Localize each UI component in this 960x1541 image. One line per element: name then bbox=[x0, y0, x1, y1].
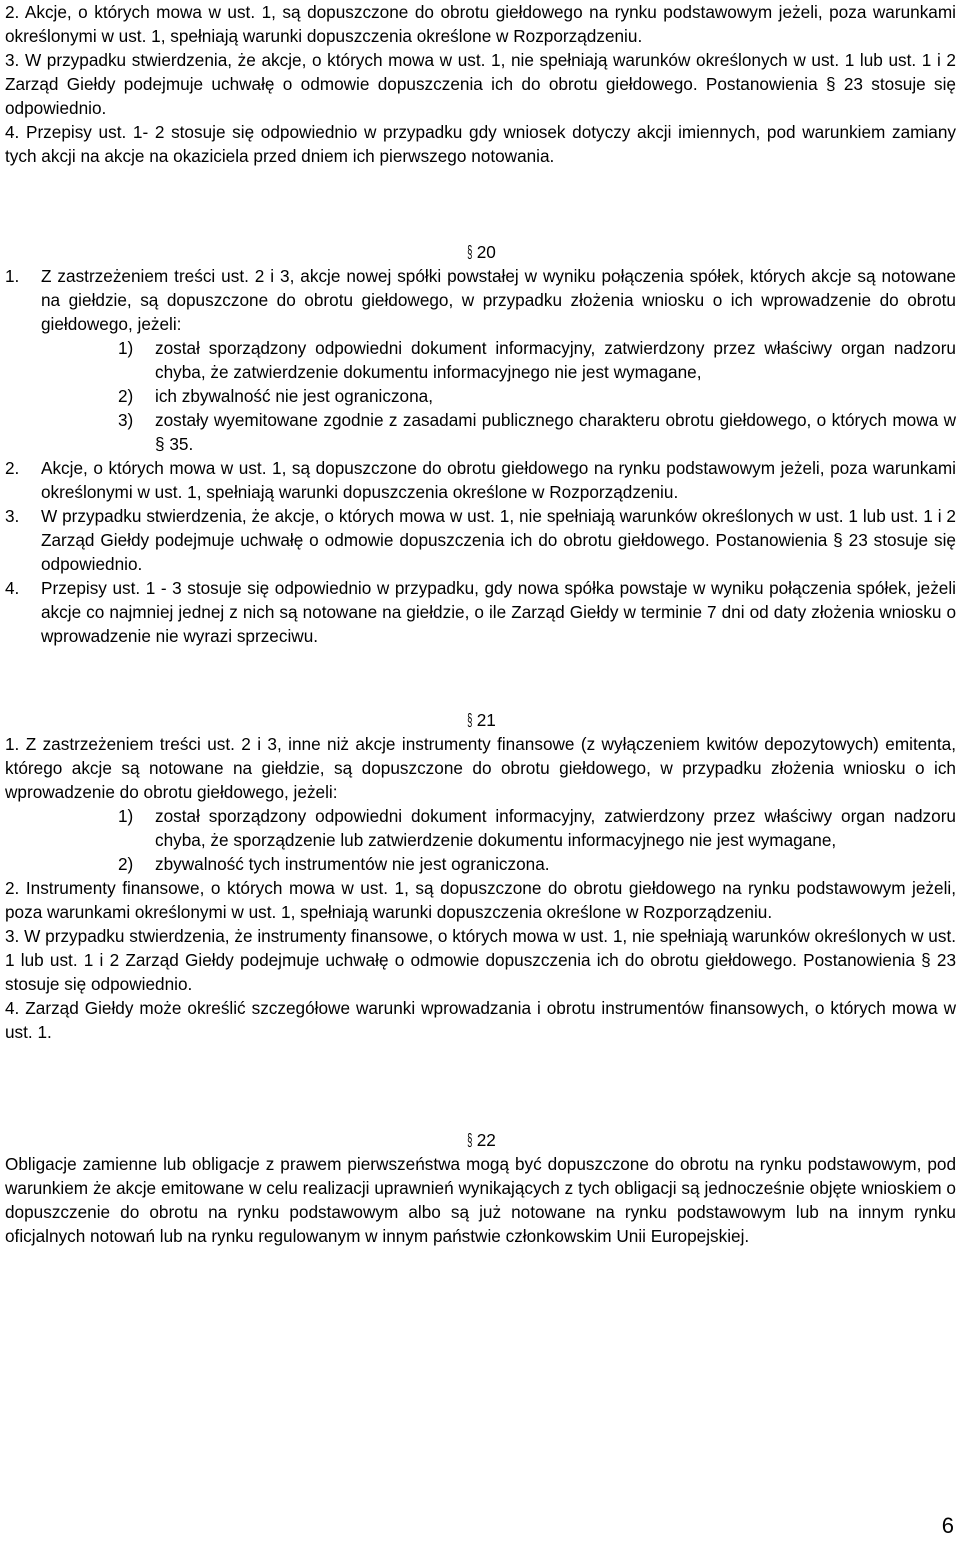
paragraph-number: 3. bbox=[5, 506, 20, 526]
s20-item-1 bbox=[5, 336, 956, 384]
paragraph-text: Z zastrzeżeniem treści ust. 2 i 3, akcje nowej spółki powstałej w wyniku połączenia spółek, których akcje są notowane na giełdzie, są dopuszczone do obrotu giełdowego, w przypadku złożenia wniosku o ich wprowadzenie do obrotu giełdowego, jeżeli: bbox=[41, 266, 956, 334]
section-heading-20 bbox=[5, 240, 956, 264]
paragraph-number: 1. bbox=[5, 266, 20, 286]
section-sign: § bbox=[467, 242, 473, 262]
s21-paragraph-4: 4. Zarząd Giełdy może określić szczegółowe warunki wprowadzania i obrotu instrumentów finansowych, o których mowa w ust. 1. bbox=[5, 998, 956, 1042]
item-number: 1) bbox=[118, 338, 134, 358]
spacer bbox=[5, 648, 956, 708]
item-number: 3) bbox=[118, 410, 134, 430]
section-number: 22 bbox=[476, 1130, 496, 1150]
s21-paragraph-2: 2. Instrumenty finansowe, o których mowa w ust. 1, są dopuszczone do obrotu giełdowego na rynku podstawowym jeżeli, poza warunkami określonymi w ust. 1, spełniają warunki dopuszczenia określone w Rozporządzeniu. bbox=[5, 878, 956, 922]
page-number: 6 bbox=[941, 1513, 954, 1538]
document-page bbox=[5, 0, 956, 1248]
section-sign: § bbox=[467, 710, 473, 730]
paragraph-text: Przepisy ust. 1 - 3 stosuje się odpowiednio w przypadku, gdy nowa spółka powstaje w wyniku połączenia spółek, jeżeli akcje co najmniej jednej z nich są notowane na giełdzie, o ile Zarząd Giełdy w terminie 7 dni od daty złożenia wniosku o wprowadzenie nie wyrazi sprzeciwu. bbox=[41, 578, 956, 646]
section-heading-21 bbox=[5, 708, 956, 732]
item-number: 2) bbox=[118, 386, 134, 406]
spacer bbox=[5, 1044, 956, 1128]
spacer bbox=[5, 168, 956, 240]
item-number: 1) bbox=[118, 806, 134, 826]
section-number: 21 bbox=[476, 710, 496, 730]
s21-item-1 bbox=[5, 804, 956, 852]
item-text: zostały wyemitowane zgodnie z zasadami publicznego charakteru obrotu giełdowego, o których mowa w § 35. bbox=[155, 410, 956, 454]
s21-paragraph-1: 1. Z zastrzeżeniem treści ust. 2 i 3, inne niż akcje instrumenty finansowe (z wyłączeniem kwitów depozytowych) emitenta, którego akcje są notowane na giełdzie, są dopuszczone do obrotu giełdowego, w przypadku złożenia wniosku o ich wprowadzenie do obrotu giełdowego, jeżeli: bbox=[5, 734, 956, 802]
item-text: został sporządzony odpowiedni dokument informacyjny, zatwierdzony przez właściwy organ nadzoru chyba, że zatwierdzenie dokumentu informacyjnego nie jest wymagane, bbox=[155, 338, 956, 382]
s20-paragraph-1 bbox=[5, 264, 956, 336]
section-sign: § bbox=[467, 1130, 473, 1150]
paragraph-text: Akcje, o których mowa w ust. 1, są dopuszczone do obrotu giełdowego na rynku podstawowym jeżeli, poza warunkami określonymi w ust. 1, spełniają warunki dopuszczenia określone w Rozporządzeniu. bbox=[41, 458, 956, 502]
section-number: 20 bbox=[476, 242, 496, 262]
paragraph-number: 2. bbox=[5, 458, 20, 478]
item-text: został sporządzony odpowiedni dokument informacyjny, zatwierdzony przez właściwy organ nadzoru chyba, że sporządzenie lub zatwierdzenie dokumentu informacyjnego nie jest wymagane, bbox=[155, 806, 956, 850]
s20-paragraph-3 bbox=[5, 504, 956, 576]
s20-item-3 bbox=[5, 408, 956, 456]
paragraph-top-3: 3. W przypadku stwierdzenia, że akcje, o których mowa w ust. 1, nie spełniają warunków określonych w ust. 1 lub ust. 1 i 2 Zarząd Giełdy podejmuje uchwałę o odmowie dopuszczenia ich do obrotu giełdowego. Postanowienia § 23 stosuje się odpowiednio. bbox=[5, 50, 956, 118]
paragraph-top-4: 4. Przepisy ust. 1- 2 stosuje się odpowiednio w przypadku gdy wniosek dotyczy akcji imiennych, pod warunkiem zamiany tych akcji na akcje na okaziciela przed dniem ich pierwszego notowania. bbox=[5, 122, 956, 166]
paragraph-top-2: 2. Akcje, o których mowa w ust. 1, są dopuszczone do obrotu giełdowego na rynku podstawowym jeżeli, poza warunkami określonymi w ust. 1, spełniają warunki dopuszczenia określone w Rozporządzeniu. bbox=[5, 2, 956, 46]
paragraph-text: W przypadku stwierdzenia, że akcje, o których mowa w ust. 1, nie spełniają warunków określonych w ust. 1 lub ust. 1 i 2 Zarząd Giełdy podejmuje uchwałę o odmowie dopuszczenia ich do obrotu giełdowego. Postanowienia § 23 stosuje się odpowiednio. bbox=[41, 506, 956, 574]
item-text: zbywalność tych instrumentów nie jest ograniczona. bbox=[155, 854, 550, 874]
paragraph-number: 4. bbox=[5, 578, 20, 598]
s20-item-2 bbox=[5, 384, 956, 408]
s22-paragraph-1: Obligacje zamienne lub obligacje z prawem pierwszeństwa mogą być dopuszczone do obrotu na rynku podstawowym, pod warunkiem że akcje emitowane w celu realizacji uprawnień wynikających z tych obligacji są jednocześnie objęte wnioskiem o dopuszczenie do obrotu na rynku podstawowym albo są już notowane na rynku podstawowym lub na innym rynku oficjalnych notowań lub na rynku regulowanym w innym państwie członkowskim Unii Europejskiej. bbox=[5, 1154, 956, 1246]
s20-paragraph-2 bbox=[5, 456, 956, 504]
item-number: 2) bbox=[118, 854, 134, 874]
s20-paragraph-4 bbox=[5, 576, 956, 648]
section-heading-22 bbox=[5, 1128, 956, 1152]
item-text: ich zbywalność nie jest ograniczona, bbox=[155, 386, 434, 406]
s21-item-2 bbox=[5, 852, 956, 876]
s21-paragraph-3: 3. W przypadku stwierdzenia, że instrumenty finansowe, o których mowa w ust. 1, nie spełniają warunków określonych w ust. 1 lub ust. 1 i 2 Zarząd Giełdy podejmuje uchwałę o odmowie dopuszczenia ich do obrotu giełdowego. Postanowienia § 23 stosuje się odpowiednio. bbox=[5, 926, 956, 994]
